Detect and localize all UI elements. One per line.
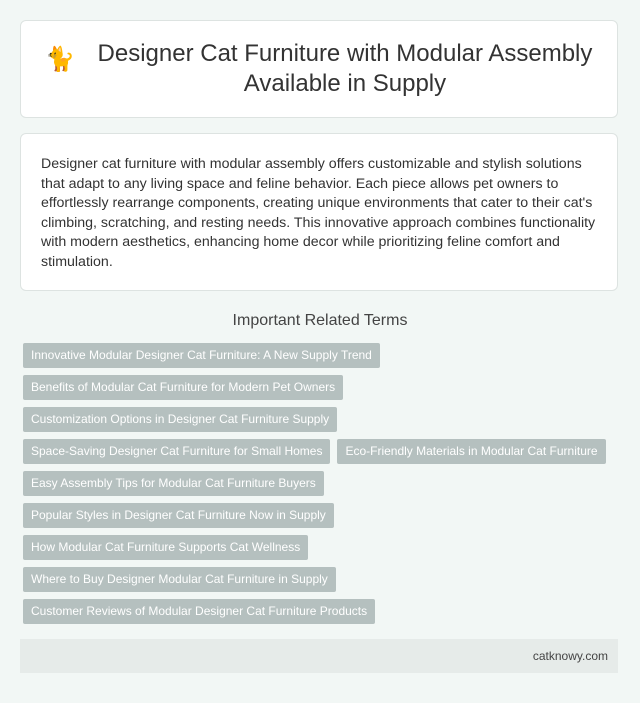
related-term-tag[interactable]: Easy Assembly Tips for Modular Cat Furniture Buyers: [23, 471, 324, 496]
footer: [20, 639, 618, 673]
related-term-tag[interactable]: Space-Saving Designer Cat Furniture for Small Homes: [23, 439, 330, 464]
description-text: Designer cat furniture with modular assembly offers customizable and stylish solutions that adapt to any living space and feline behavior. Each piece allows pet owners to effortlessly rearrange components, creating unique environments that cater to their cat's climbing, scratching, and resting needs. This innovative approach combines functionality with modern aesthetics, enhancing home decor while prioritizing feline comfort and stimulation.: [41, 156, 596, 270]
related-terms-list: [23, 343, 623, 631]
footer-site-link[interactable]: catknowy.com: [532, 649, 608, 663]
related-term-tag[interactable]: Eco-Friendly Materials in Modular Cat Furniture: [337, 439, 605, 464]
related-term-tag[interactable]: Benefits of Modular Cat Furniture for Modern Pet Owners: [23, 375, 343, 400]
title-card: [20, 20, 618, 118]
related-term-tag[interactable]: Popular Styles in Designer Cat Furniture Now in Supply: [23, 503, 334, 528]
description-card: [20, 133, 618, 291]
related-terms-heading: Important Related Terms: [232, 312, 408, 329]
related-term-tag[interactable]: How Modular Cat Furniture Supports Cat Wellness: [23, 535, 308, 560]
related-term-tag[interactable]: Customization Options in Designer Cat Furniture Supply: [23, 407, 337, 432]
page-title: Designer Cat Furniture with Modular Assembly Available in Supply: [97, 40, 593, 97]
related-term-tag[interactable]: Innovative Modular Designer Cat Furniture: A New Supply Trend: [23, 343, 380, 368]
cat-icon: 🐈: [45, 46, 75, 73]
related-term-tag[interactable]: Where to Buy Designer Modular Cat Furniture in Supply: [23, 567, 336, 592]
related-term-tag[interactable]: Customer Reviews of Modular Designer Cat Furniture Products: [23, 599, 375, 624]
